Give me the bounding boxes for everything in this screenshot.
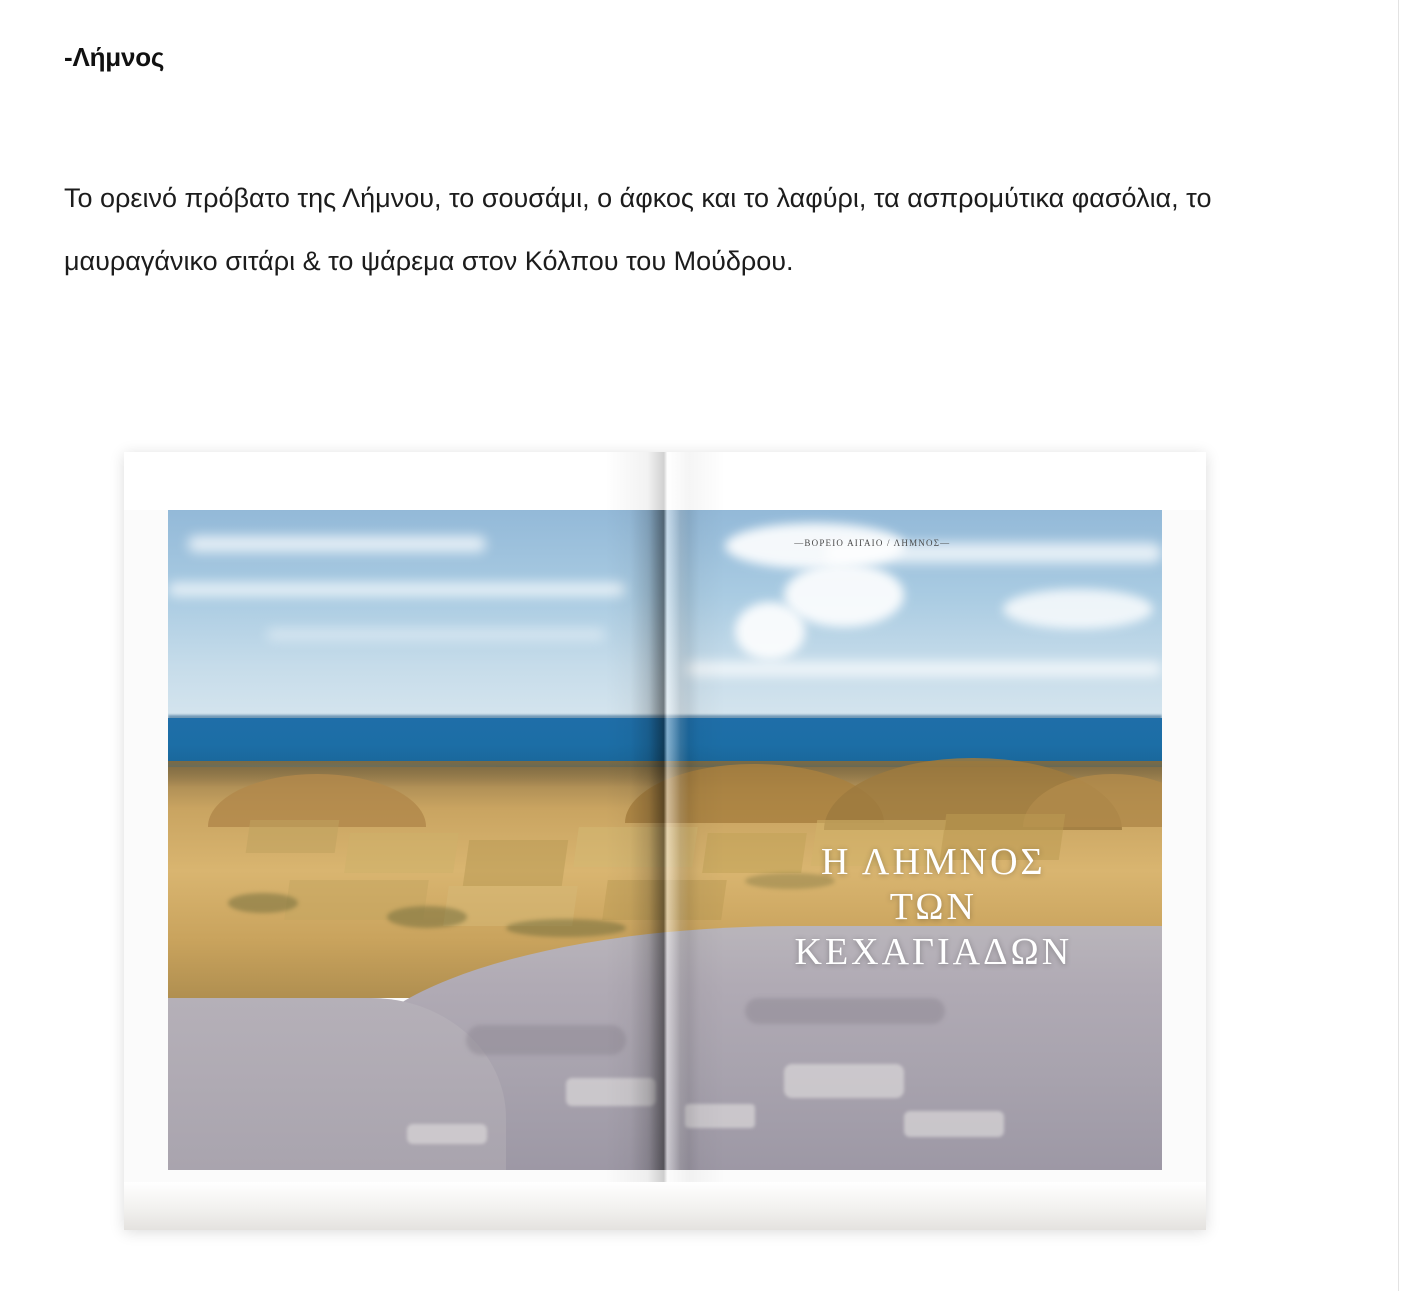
mud-patch bbox=[466, 1025, 626, 1055]
vegetation-patch bbox=[387, 906, 467, 928]
field-plot bbox=[811, 820, 947, 866]
cloud bbox=[188, 536, 486, 552]
magazine-spread-figure bbox=[124, 452, 1206, 1230]
vegetation-patch bbox=[228, 893, 298, 913]
cloud bbox=[267, 629, 605, 640]
spread-paper-bottom-edge bbox=[124, 1182, 1206, 1230]
field-plot bbox=[940, 814, 1066, 860]
salt-flat-patch bbox=[784, 1064, 904, 1098]
field-plot bbox=[573, 827, 698, 867]
field-plot bbox=[702, 833, 807, 873]
cloud bbox=[168, 583, 625, 596]
field-plot bbox=[603, 880, 728, 920]
spread-title-line-2: ΤΩΝ bbox=[889, 885, 977, 928]
cloud bbox=[784, 563, 904, 627]
shore-region bbox=[168, 998, 506, 1170]
salt-flat-patch bbox=[407, 1124, 487, 1144]
running-head: —ΒΟΡΕΙΟ ΑΙΓΑΙΟ / ΛΗΜΝΟΣ— bbox=[794, 538, 951, 548]
spread-title-line-1: Η ΛΗΜΝΟΣ bbox=[821, 841, 1046, 883]
vegetation-patch bbox=[745, 873, 835, 889]
body-paragraph: Το ορεινό πρόβατο της Λήμνου, το σουσάμι, ο άφκος και το λαφύρι, τα ασπρομύτικα φασόλια, το μαυραγάνικο σιτάρι & το ψάρεμα στον Κόλπου του Μούδρου. bbox=[64, 183, 1212, 276]
field-plot bbox=[245, 820, 339, 853]
field-plot bbox=[344, 833, 459, 873]
salt-flat-patch bbox=[685, 1104, 755, 1128]
cloud bbox=[735, 602, 805, 660]
mud-patch bbox=[745, 998, 945, 1024]
page-title: -Λήμνος bbox=[64, 41, 165, 72]
salt-flat-patch bbox=[566, 1078, 656, 1106]
spread-photograph bbox=[168, 510, 1162, 1170]
salt-flat-patch bbox=[904, 1111, 1004, 1137]
cloud bbox=[685, 662, 1162, 676]
page-right-divider bbox=[1398, 0, 1399, 1291]
magazine-spread bbox=[124, 452, 1206, 1230]
cloud bbox=[1003, 589, 1153, 629]
spread-title-line-3: ΚΕΧΑΓΙΑΔΩΝ bbox=[794, 930, 1073, 973]
field-plot bbox=[463, 840, 569, 886]
spread-paper-top-margin bbox=[124, 452, 1206, 510]
